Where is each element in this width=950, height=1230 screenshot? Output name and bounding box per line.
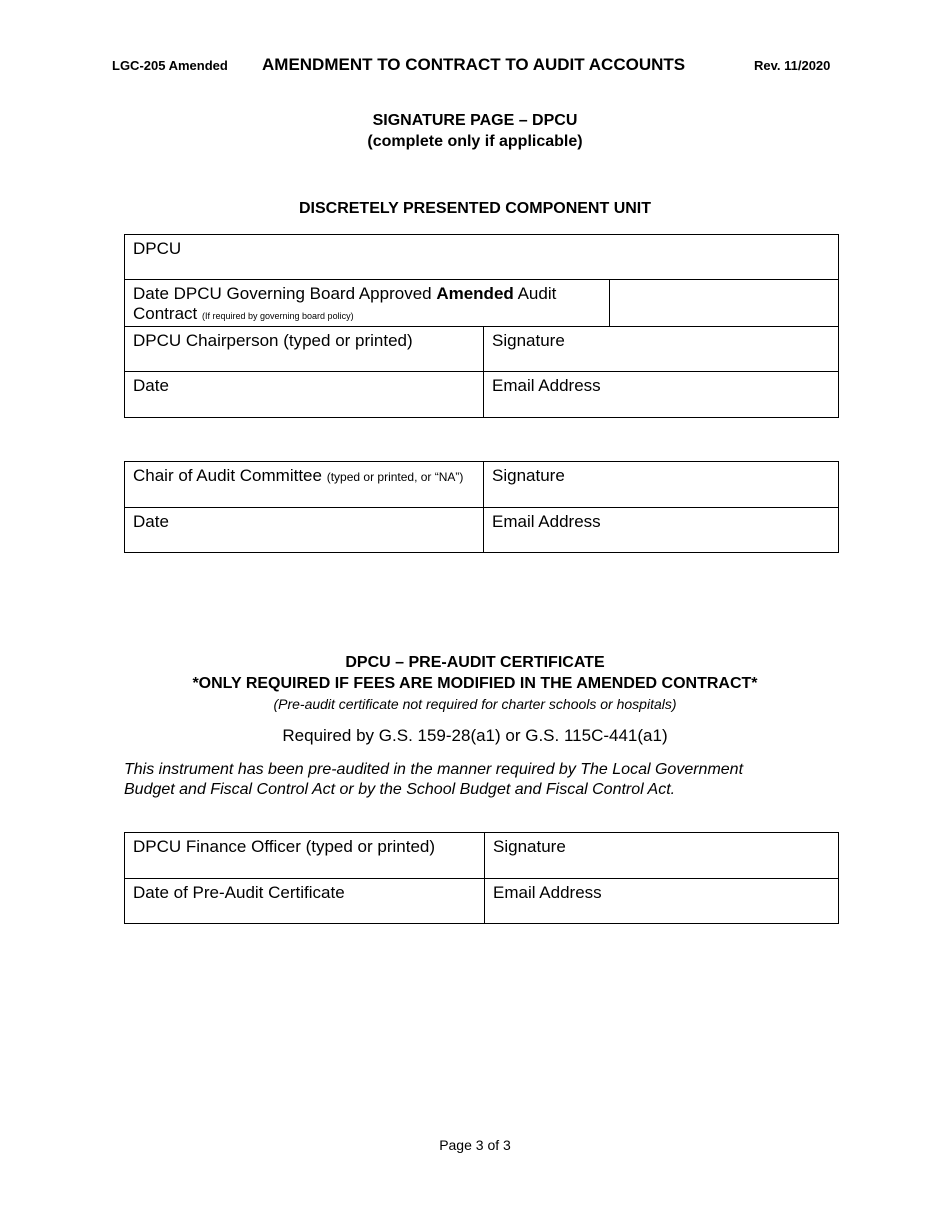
audit-chair-label: Chair of Audit Committee: [133, 466, 322, 485]
audit-chair-email-field[interactable]: [484, 508, 839, 553]
dpcu-name-field[interactable]: [125, 235, 839, 280]
pre-audit-statement: This instrument has been pre-audited in the manner required by The Local Government Budget and Fiscal Control Act or by the School Budget and Fiscal Control Act.: [124, 761, 744, 798]
chairperson-email-field[interactable]: [484, 372, 839, 418]
chairperson-signature-field[interactable]: [484, 327, 839, 372]
audit-chair-note: (typed or printed, or “NA”): [326, 470, 464, 484]
signature-label: Signature: [493, 837, 566, 856]
pre-audit-date-label: Date of Pre-Audit Certificate: [133, 883, 345, 902]
audit-chair-signature-field[interactable]: [484, 462, 839, 508]
table-row: [125, 372, 839, 418]
finance-officer-signature-field[interactable]: [485, 833, 839, 879]
board-approved-date-field[interactable]: [610, 280, 839, 327]
table-row: [125, 833, 839, 879]
signature-label: Signature: [492, 466, 565, 485]
form-id: LGC-205 Amended: [112, 58, 228, 73]
page-number: Page 3 of 3: [439, 1137, 511, 1153]
audit-chair-date-field[interactable]: [125, 508, 484, 553]
date-label: Date: [133, 512, 169, 531]
revision-date: Rev. 11/2020: [754, 58, 831, 73]
table-row: [125, 280, 839, 327]
dpcu-section-heading: DISCRETELY PRESENTED COMPONENT UNIT: [298, 200, 652, 217]
finance-officer-email-field[interactable]: [485, 879, 839, 924]
board-approved-note: (If required by governing board policy): [201, 311, 354, 321]
pre-audit-title: DPCU – PRE-AUDIT CERTIFICATE: [345, 654, 605, 671]
table-row: [125, 879, 839, 924]
board-approved-label-cell: [125, 280, 610, 327]
audit-committee-table: [124, 461, 839, 553]
audit-chair-field[interactable]: [125, 462, 484, 508]
dpcu-table: [124, 234, 839, 418]
pre-audit-subtitle: *ONLY REQUIRED IF FEES ARE MODIFIED IN THE AMENDED CONTRACT*: [192, 675, 758, 692]
finance-officer-field[interactable]: [125, 833, 485, 879]
board-approved-label: Date DPCU Governing Board Approved Amended Audit Contract (If required by governing board policy): [133, 284, 557, 323]
pre-audit-note: (Pre-audit certificate not required for charter schools or hospitals): [273, 696, 677, 712]
table-row: [125, 235, 839, 280]
dpcu-label: DPCU: [133, 239, 182, 258]
signature-page-title: SIGNATURE PAGE – DPCU: [372, 112, 578, 129]
date-label: Date: [133, 376, 169, 395]
finance-officer-table: [124, 832, 839, 924]
chairperson-label: DPCU Chairperson (typed or printed): [133, 331, 413, 350]
signature-page-subtitle: (complete only if applicable): [367, 133, 583, 150]
signature-label: Signature: [492, 331, 565, 350]
chairperson-date-field[interactable]: [125, 372, 484, 418]
email-label: Email Address: [492, 512, 601, 531]
email-label: Email Address: [492, 376, 601, 395]
finance-officer-label: DPCU Finance Officer (typed or printed): [133, 837, 436, 856]
chairperson-field[interactable]: [125, 327, 484, 372]
table-row: [125, 327, 839, 372]
table-row: [125, 462, 839, 508]
email-label: Email Address: [493, 883, 602, 902]
document-title: AMENDMENT TO CONTRACT TO AUDIT ACCOUNTS: [262, 55, 686, 74]
pre-audit-date-field[interactable]: [125, 879, 485, 924]
statute-requirement: Required by G.S. 159-28(a1) or G.S. 115C-441(a1): [282, 726, 668, 745]
table-row: [125, 508, 839, 553]
